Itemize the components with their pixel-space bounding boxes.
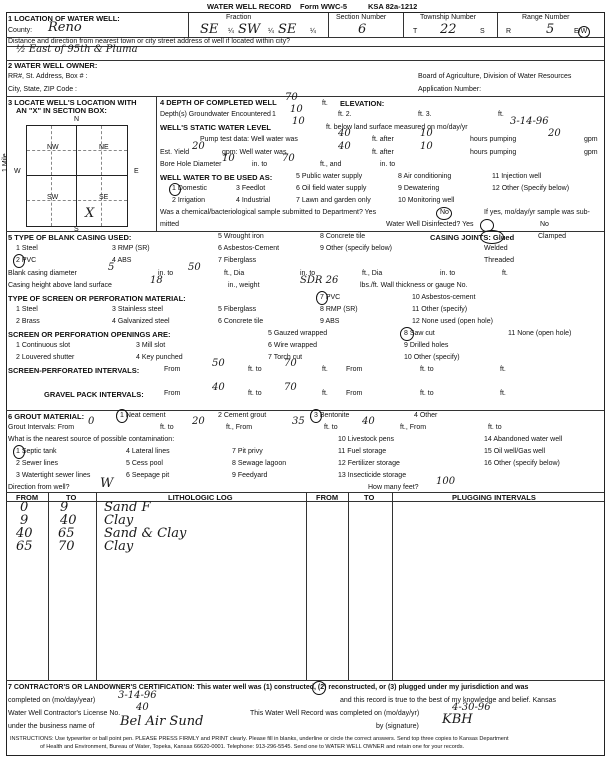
- screen-1: 1 Steel: [16, 306, 38, 313]
- perf-8: 8 Saw cut: [404, 330, 435, 337]
- log-row-4-to: 70: [58, 539, 75, 554]
- township-value: 22: [440, 22, 457, 37]
- sample-label: Was a chemical/bacteriological sample submitted to Department? Yes: [160, 209, 377, 216]
- log-to-header: TO: [66, 493, 77, 502]
- casing-3: 3 RMP (SR): [112, 245, 150, 252]
- mile-label: 1 Mile: [2, 153, 9, 172]
- range-r: R: [506, 28, 512, 35]
- grout-ft-to-3: ft. to: [488, 424, 502, 431]
- source-13: 13 Insecticide storage: [338, 472, 407, 479]
- log-row-3-desc: Sand & Clay: [104, 526, 187, 541]
- spi-label: SCREEN-PERFORATED INTERVALS:: [8, 366, 140, 375]
- source-10: 10 Livestock pens: [338, 436, 395, 443]
- yield-rest: gpm: Well water was: [222, 149, 287, 156]
- grout-to: 20: [192, 416, 205, 427]
- casing-9: 9 Other (specify below): [320, 245, 392, 252]
- log-row-4-desc: Clay: [104, 539, 134, 554]
- spi-ft: ft.: [322, 366, 328, 373]
- sample-no-circle: [436, 207, 452, 220]
- static-value: 10: [292, 116, 305, 127]
- quarter-sym-3: ¼: [310, 28, 316, 35]
- pump-after: ft. after: [372, 136, 394, 143]
- weight-lbs: lbs./ft. Wall thickness or gauge No.: [360, 282, 468, 289]
- s3-title: 3 LOCATE WELL'S LOCATION WITH: [8, 98, 137, 107]
- ksa-number: KSA 82a-1212: [368, 2, 418, 11]
- instructions-2: of Health and Environment, Bureau of Water, Topeka, Kansas 66620-0001. Telephone: 913-296-5545. Send one to WATER WELL OWNER and retain one for your records.: [40, 744, 465, 750]
- use-4: 4 Industrial: [236, 197, 271, 204]
- log-row-3-from: 40: [16, 526, 33, 541]
- grid-east: E: [134, 168, 139, 175]
- business-name: Bel Air Sund: [120, 714, 204, 729]
- source-3: 3 Watertight sewer lines: [16, 472, 91, 479]
- joints-welded: Welded: [484, 245, 508, 252]
- source-2: 2 Sewer lines: [16, 460, 59, 467]
- screen-2: 2 Brass: [16, 318, 40, 325]
- pump-hours: 10: [420, 128, 433, 139]
- gw-1-value: 10: [290, 104, 303, 115]
- diameter-to: 50: [188, 262, 201, 273]
- board-label: Board of Agriculture, Division of Water Resources: [418, 73, 572, 80]
- casing-2-circle: [13, 254, 25, 268]
- record-date: 4-30-96: [452, 702, 491, 713]
- direction-label: Distance and direction from nearest town or city street address of well if located within city?: [8, 38, 291, 45]
- screen-7: 7 PVC: [320, 294, 341, 301]
- diameter-ft-dia-2: ft., Dia: [362, 270, 383, 277]
- county-label: County:: [8, 27, 33, 34]
- disinfect-no: No: [540, 221, 549, 228]
- grout-from-2: 35: [292, 416, 305, 427]
- log-row-1-desc: Sand F: [104, 500, 151, 515]
- use-5: 5 Public water supply: [296, 173, 363, 180]
- joints-threaded: Threaded: [484, 257, 514, 264]
- license-label: Water Well Contractor's License No.: [8, 710, 121, 717]
- gpm-value: 20: [548, 128, 561, 139]
- s4-title: 4 DEPTH OF COMPLETED WELL: [160, 98, 277, 107]
- joints-glued-circle: [480, 230, 504, 244]
- casing-2: 2 PVC: [16, 257, 37, 264]
- license-value: 40: [136, 702, 149, 713]
- depth-ft: ft.: [322, 100, 328, 107]
- grout-ft-to: ft. to: [160, 424, 174, 431]
- log-from-header: FROM: [16, 493, 39, 502]
- perf-6: 6 Wire wrapped: [268, 342, 318, 349]
- gp-ft-to: ft. to: [248, 390, 262, 397]
- source-1: 1 Septic tank: [16, 448, 57, 455]
- use-8: 8 Air conditioning: [398, 173, 452, 180]
- grid-se: SE: [99, 194, 109, 201]
- use-2: 2 Irrigation: [172, 197, 206, 204]
- log-row-3-to: 65: [58, 526, 75, 541]
- perf-9: 9 Drilled holes: [404, 342, 449, 349]
- direction-well-value: W: [100, 476, 114, 491]
- bore-to: 70: [282, 153, 295, 164]
- grout-3: 3 Bentonite: [314, 412, 350, 419]
- s6-title: 6 GROUT MATERIAL:: [8, 412, 85, 421]
- weight-value: SDR 26: [300, 275, 339, 286]
- true-statement: and this record is true to the best of my knowledge and belief. Kansas: [340, 697, 556, 704]
- grout-3-circle: [310, 409, 322, 423]
- static-date: 3-14-96: [510, 116, 549, 127]
- height-weight: in., weight: [228, 282, 260, 289]
- grid-north: N: [74, 116, 80, 123]
- screen-12: 12 None used (open hole): [412, 318, 493, 325]
- business-label: under the business name of: [8, 723, 95, 730]
- source-label: What is the nearest source of possible contamination:: [8, 436, 175, 443]
- use-7: 7 Lawn and garden only: [296, 197, 371, 204]
- completed-label: completed on (mo/day/year): [8, 697, 96, 704]
- perf-3: 3 Mill slot: [136, 342, 166, 349]
- elevation-label: ELEVATION:: [340, 99, 385, 108]
- s5-title: 5 TYPE OF BLANK CASING USED:: [8, 233, 132, 242]
- log-litho-header: LITHOLOGIC LOG: [168, 493, 233, 502]
- perf-8-circle: [400, 327, 414, 341]
- grid-west: W: [14, 168, 21, 175]
- log-row-1-from: 0: [20, 500, 29, 515]
- township-s: S: [480, 28, 485, 35]
- range-label: Range Number: [522, 14, 570, 21]
- bore-value: 10: [222, 153, 235, 164]
- diameter-ft-dia: ft., Dia: [224, 270, 245, 277]
- source-4: 4 Lateral lines: [126, 448, 170, 455]
- gpm-1: gpm: [584, 136, 598, 143]
- bore-label: Bore Hole Diameter: [160, 161, 222, 168]
- gpm-2: gpm: [584, 149, 598, 156]
- grid-sw: SW: [47, 194, 59, 201]
- gw-3-label: ft. 3.: [418, 111, 432, 118]
- source-6: 6 Seepage pit: [126, 472, 170, 479]
- feet-value: 100: [436, 476, 456, 487]
- diameter-label: Blank casing diameter: [8, 270, 77, 277]
- gp-to: 70: [284, 382, 297, 393]
- spi-ft-2: ft.: [500, 366, 506, 373]
- gp-ft-2: ft.: [500, 390, 506, 397]
- source-9: 9 Feedyard: [232, 472, 268, 479]
- grid-ne: NE: [99, 144, 109, 151]
- gw-1-label: 1: [272, 111, 276, 118]
- joints-label: CASING JOINTS: Glued: [430, 233, 515, 242]
- grout-ft-from: ft., From: [226, 424, 253, 431]
- gp-ft: ft.: [322, 390, 328, 397]
- s7-title: 7 CONTRACTOR'S OR LANDOWNER'S CERTIFICATION: This water well was (1) constructed, (2) reconstructed, or (3) plugged under my jurisdiction and was: [8, 684, 529, 691]
- screen-8: 8 RMP (SR): [320, 306, 358, 313]
- height-label: Casing height above land surface: [8, 282, 112, 289]
- log-row-2-to: 40: [60, 513, 77, 528]
- owner-city-label: City, State, ZIP Code :: [8, 86, 77, 93]
- grout-from: 0: [88, 416, 95, 427]
- height-value: 18: [150, 275, 163, 286]
- depth-value: 70: [285, 92, 298, 103]
- pump-ft: 40: [338, 128, 351, 139]
- grout-4: 4 Other: [414, 412, 438, 419]
- screen-6: 6 Concrete tile: [218, 318, 264, 325]
- diameter-in-to-3: in. to: [440, 270, 456, 277]
- gw-end: ft.: [498, 111, 504, 118]
- gw-2-label: ft. 2.: [338, 111, 352, 118]
- casing-6: 6 Asbestos-Cement: [218, 245, 280, 252]
- use-10: 10 Monitoring well: [398, 197, 455, 204]
- signature: KBH: [442, 712, 473, 727]
- quarter-1: SE: [200, 22, 219, 37]
- spi-ft-to-2: ft. to: [420, 366, 434, 373]
- section-box: [26, 125, 128, 227]
- use-1-circle: [169, 183, 181, 196]
- form-title: WATER WELL RECORD: [207, 2, 292, 11]
- feet-label: How many feet?: [368, 484, 419, 491]
- county-value: Reno: [48, 20, 82, 35]
- spi-from-label-2: From: [346, 366, 363, 373]
- spi-from-label: From: [164, 366, 181, 373]
- log-row-1-to: 9: [60, 500, 69, 515]
- township-label: Township Number: [420, 14, 477, 21]
- perf-1: 1 Continuous slot: [16, 342, 71, 349]
- spi-ft-to: ft. to: [248, 366, 262, 373]
- s2-title: 2 WATER WELL OWNER:: [8, 61, 98, 70]
- source-7: 7 Pit privy: [232, 448, 263, 455]
- screen-10: 10 Asbestos-cement: [412, 294, 476, 301]
- use-6: 6 Oil field water supply: [296, 185, 367, 192]
- source-8: 8 Sewage lagoon: [232, 460, 287, 467]
- sample-mitted: mitted: [160, 221, 180, 228]
- perf-7: 7 Torch cut: [268, 354, 303, 361]
- completed-date: 3-14-96: [118, 690, 157, 701]
- diameter-value: 5: [108, 262, 115, 273]
- source-1-circle: [13, 445, 25, 459]
- grout-ft-to-2: ft. to: [324, 424, 338, 431]
- owner-address-label: RR#, St. Address, Box # :: [8, 73, 88, 80]
- perf-10: 10 Other (specify): [404, 354, 460, 361]
- casing-5: 5 Wrought iron: [218, 233, 264, 240]
- instructions-1: INSTRUCTIONS: Use typewriter or ball point pen. PLEASE PRESS FIRMLY and PRINT clearly. Please fill in blanks, underline or circle the correct answers. Send top three copies to Kansas Department: [10, 736, 509, 742]
- direction-value: ½ East of 95th & Pluma: [16, 44, 138, 55]
- gp-ft-to-2: ft. to: [420, 390, 434, 397]
- screen-5: 5 Fiberglass: [218, 306, 257, 313]
- sample-no: No: [440, 209, 449, 216]
- gp-from: 40: [212, 382, 225, 393]
- bore-in-to-2: in. to: [380, 161, 396, 168]
- log-row-2-from: 9: [20, 513, 29, 528]
- use-label: WELL WATER TO BE USED AS:: [160, 173, 273, 182]
- sample-ifyes: If yes, mo/day/yr sample was sub-: [484, 209, 590, 216]
- spi-to: 70: [284, 358, 297, 369]
- perf-11: 11 None (open hole): [508, 330, 572, 337]
- yield-value: 20: [192, 141, 205, 152]
- record-label: This Water Well Record was completed on (mo/day/yr): [250, 710, 420, 717]
- source-5: 5 Cess pool: [126, 460, 163, 467]
- screen-9: 9 ABS: [320, 318, 340, 325]
- range-w-circle: [578, 26, 590, 38]
- grout-ft-from-2: ft., From: [400, 424, 427, 431]
- grout-1: 1 Neat cement: [120, 412, 166, 419]
- casing-1: 1 Steel: [16, 245, 38, 252]
- perf-title: SCREEN OR PERFORATION OPENINGS ARE:: [8, 330, 171, 339]
- perf-4: 4 Key punched: [136, 354, 183, 361]
- form-number: Form WWC-5: [300, 2, 348, 11]
- gp-from-label-2: From: [346, 390, 363, 397]
- bore-in-to: in. to: [252, 161, 268, 168]
- grid-nw: NW: [47, 144, 59, 151]
- range-ew: E/W: [574, 28, 588, 35]
- log-row-2-desc: Clay: [104, 513, 134, 528]
- screen-3: 3 Stainless steel: [112, 306, 163, 313]
- plug-to-header: TO: [364, 493, 375, 502]
- log-row-4-from: 65: [16, 539, 33, 554]
- quarter-sym-1: ¼: [228, 28, 234, 35]
- quarter-3: SE: [278, 22, 297, 37]
- application-label: Application Number:: [418, 86, 482, 93]
- bore-ft-and: ft., and: [320, 161, 342, 168]
- plug-header: PLUGGING INTERVALS: [452, 493, 536, 502]
- static-label: WELL'S STATIC WATER LEVEL: [160, 123, 271, 132]
- grout-to-2: 40: [362, 416, 375, 427]
- diameter-in-to-2: in. to: [300, 270, 316, 277]
- spi-from: 50: [212, 358, 225, 369]
- constructed-circle: [312, 681, 326, 695]
- source-11: 11 Fuel storage: [338, 448, 387, 455]
- pump-hours-2: 10: [420, 141, 433, 152]
- use-12: 12 Other (Specify below): [492, 185, 570, 192]
- section-value: 6: [358, 22, 367, 37]
- plug-from-header: FROM: [316, 493, 339, 502]
- disinfect-label: Water Well Disinfected? Yes: [386, 221, 474, 228]
- use-11: 11 Injection well: [492, 173, 542, 180]
- casing-8: 8 Concrete tile: [320, 233, 366, 240]
- source-16: 16 Other (specify below): [484, 460, 560, 467]
- diameter-ft: ft.: [502, 270, 508, 277]
- casing-4: 4 ABS: [112, 257, 132, 264]
- yield-label: Est. Yield: [160, 149, 190, 156]
- well-location-mark: X: [85, 206, 95, 221]
- fraction-label: Fraction: [226, 14, 252, 21]
- range-value: 5: [546, 22, 555, 37]
- pump-label: Pump test data: Well water was: [200, 136, 298, 143]
- diameter-in-to: in. to: [158, 270, 174, 277]
- source-12: 12 Fertilizer storage: [338, 460, 400, 467]
- grid-south: S: [74, 226, 79, 233]
- static-rest: ft. below land surface measured on mo/day/yr: [326, 124, 468, 131]
- gw-label: Depth(s) Groundwater Encountered: [160, 111, 271, 118]
- hours-pumping-1: hours pumping: [470, 136, 517, 143]
- township-t: T: [413, 28, 418, 35]
- use-9: 9 Dewatering: [398, 185, 440, 192]
- gp-label: GRAVEL PACK INTERVALS:: [44, 390, 144, 399]
- grout-2: 2 Cement grout: [218, 412, 267, 419]
- signature-label: by (signature): [376, 723, 419, 730]
- direction-well-label: Direction from well?: [8, 484, 70, 491]
- s1-title: 1 LOCATION OF WATER WELL:: [8, 14, 120, 23]
- joints-clamped: Clamped: [538, 233, 567, 240]
- grout-1-circle: [116, 409, 128, 423]
- use-1: 1 Domestic: [172, 185, 208, 192]
- quarter-sym-2: ¼: [268, 28, 274, 35]
- screen-7-circle: [316, 291, 328, 305]
- perf-5: 5 Gauzed wrapped: [268, 330, 328, 337]
- gp-from-label: From: [164, 390, 181, 397]
- screen-11: 11 Other (specify): [412, 306, 468, 313]
- grout-int-label: Grout Intervals: From: [8, 424, 75, 431]
- section-label: Section Number: [336, 14, 387, 21]
- casing-7: 7 Fiberglass: [218, 257, 257, 264]
- quarter-2: SW: [238, 22, 261, 37]
- pump-after-2: ft. after: [372, 149, 394, 156]
- screen-title: TYPE OF SCREEN OR PERFORATION MATERIAL:: [8, 294, 186, 303]
- pump-ft-2: 40: [338, 141, 351, 152]
- source-15: 15 Oil well/Gas well: [484, 448, 546, 455]
- source-14: 14 Abandoned water well: [484, 436, 563, 443]
- screen-4: 4 Galvanized steel: [112, 318, 170, 325]
- hours-pumping-2: hours pumping: [470, 149, 517, 156]
- perf-2: 2 Louvered shutter: [16, 354, 75, 361]
- s3-subtitle: AN "X" IN SECTION BOX:: [16, 106, 107, 115]
- use-3: 3 Feedlot: [236, 185, 266, 192]
